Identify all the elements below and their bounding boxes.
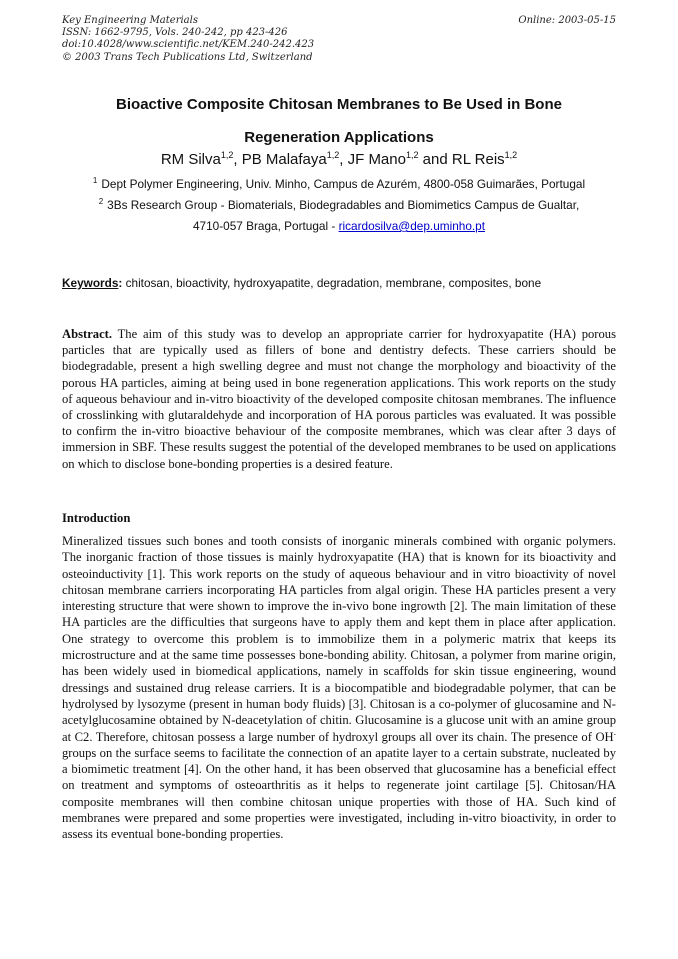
affiliation-2 bbox=[62, 195, 616, 216]
affiliation-2-cont bbox=[62, 216, 616, 237]
abstract-text: The aim of this study was to develop an appropriate carrier for hydroxyapatite (HA) porous particles that are typically used as fillers of bone and dentistry defects. These carriers should be biodegradable, present a high swelling degree and must not change the morphology and bioactivity of the porous HA particles, aiming at being used in bone regeneration applications. This work reports on the study of aqueous behaviour and in-vitro bioactivity of the developed composite chitosan membranes. The influence of crosslinking with glutaraldehyde and incorporation of HA porous particles was evaluated. It was possible to confirm the in-vitro bioactive behaviour of the composite membranes, which was clear after 3 days of immersion in SBF. These results suggest the potential of the developed membranes to be used on applications on which to disclose bone-bonding properties is a desired feature. bbox=[62, 327, 616, 471]
author-separator: , bbox=[339, 151, 348, 168]
author-affiliation-sup: 1,2 bbox=[220, 150, 234, 160]
affiliation-1-text: Dept Polymer Engineering, Univ. Minho, Campus de Azurém, 4800-058 Guimarães, Portugal bbox=[101, 177, 586, 191]
journal-header bbox=[62, 15, 616, 64]
affiliation-2-address: 4710-057 Braga, Portugal - bbox=[193, 219, 339, 233]
copyright-line: © 2003 Trans Tech Publications Ltd, Switzerland bbox=[62, 51, 313, 63]
introduction-heading: Introduction bbox=[62, 511, 131, 525]
title-line-2: Regeneration Applications bbox=[244, 129, 434, 146]
introduction-paragraph bbox=[62, 533, 616, 843]
author-affiliation-sup: 1,2 bbox=[504, 150, 518, 160]
doi-line: doi:10.4028/www.scientific.net/KEM.240-242.423 bbox=[62, 39, 315, 51]
author-separator: , bbox=[233, 151, 242, 168]
email-link[interactable]: ricardosilva@dep.uminho.pt bbox=[338, 219, 485, 233]
abstract-label: Abstract. bbox=[62, 327, 113, 341]
author-name: PB Malafaya bbox=[241, 151, 327, 168]
affiliation-1-sup: 1 bbox=[92, 176, 98, 185]
paper-title bbox=[62, 88, 616, 154]
introduction-text-b: groups on the surface seems to facilitate the connection of an apatite layer to a certain substrate, nucleated by a biomimetic treatment [4]. On the other hand, it has been observed that glucosamine has a beneficial effect on treatment and symptoms of osteoarthritis as it helps to regenerate joint cartilage [5]. Chitosan/HA composite membranes will then combine chitosan unique properties with those of HA. Such kind of membranes were prepared and some properties were investigated, including in-vitro bioactivity, in order to assess its eventual bone-bonding properties. bbox=[62, 745, 616, 842]
author-separator: and bbox=[418, 151, 452, 168]
author-affiliation-sup: 1,2 bbox=[405, 150, 419, 160]
title-line-1: Bioactive Composite Chitosan Membranes to Be Used in Bone bbox=[116, 96, 562, 113]
affiliations bbox=[62, 174, 616, 237]
online-date: Online: 2003-05-15 bbox=[518, 15, 616, 26]
keywords-label: Keywords bbox=[62, 276, 119, 290]
keywords-line bbox=[62, 274, 616, 292]
issn-line: ISSN: 1662-9795, Vols. 240-242, pp 423-426 bbox=[62, 27, 288, 39]
abstract-paragraph bbox=[62, 326, 616, 472]
keywords-text: chitosan, bioactivity, hydroxyapatite, degradation, membrane, composites, bone bbox=[122, 276, 542, 290]
introduction-text-a: Mineralized tissues such bones and tooth consists of inorganic minerals combined with organic polymers. The inorganic fraction of those tissues is mainly hydroxyapatite (HA) that is known for its bioactivity and osteoinductivity [1]. This work reports on the study of aqueous behaviour and in vitro bioactivity of novel chitosan membrane carriers incorporating HA particles from algal origin. These HA particles present a very interesting structure that were shown to improve the in-vivo bone ingrowth [2]. The main limitation of these HA particles are the difficulties that surgeons have to apply them and kept them in place after application. One strategy to overcome this problem is to immobilize them in a polymeric matrix that keeps its microstructure and at the same time possesses bone-bonding ability. Chitosan, a polymer from marine origin, has been widely used in biomedical applications, namely in scaffolds for skin tissue engineering, wound dressings and sustained drug release carriers. It is a biocompatible and biodegradable polymer, that can be hydrolysed by lysozyme (present in human body fluids) [3]. Chitosan is a co-polymer of glucosamine and N-acetylglucosamine obtained by N-deacetylation of chitin. Glucosamine is a glucose unit with an amine group at C2. Therefore, chitosan possess a large number of hydroxyl groups all over its chain. The presence of OH bbox=[62, 534, 616, 744]
author-name: RL Reis bbox=[451, 151, 505, 168]
author-affiliation-sup: 1,2 bbox=[326, 150, 340, 160]
author-name: RM Silva bbox=[160, 151, 221, 168]
journal-name: Key Engineering Materials bbox=[62, 15, 198, 26]
author-list bbox=[62, 149, 616, 171]
hydroxide-charge-sup: - bbox=[613, 729, 616, 738]
affiliation-2-sup: 2 bbox=[98, 197, 104, 206]
affiliation-1 bbox=[62, 174, 616, 195]
author-name: JF Mano bbox=[347, 151, 406, 168]
keywords-colon: : bbox=[118, 276, 123, 290]
affiliation-2-text: 3Bs Research Group - Biomaterials, Biodegradables and Biomimetics Campus de Gualtar, bbox=[107, 198, 580, 212]
